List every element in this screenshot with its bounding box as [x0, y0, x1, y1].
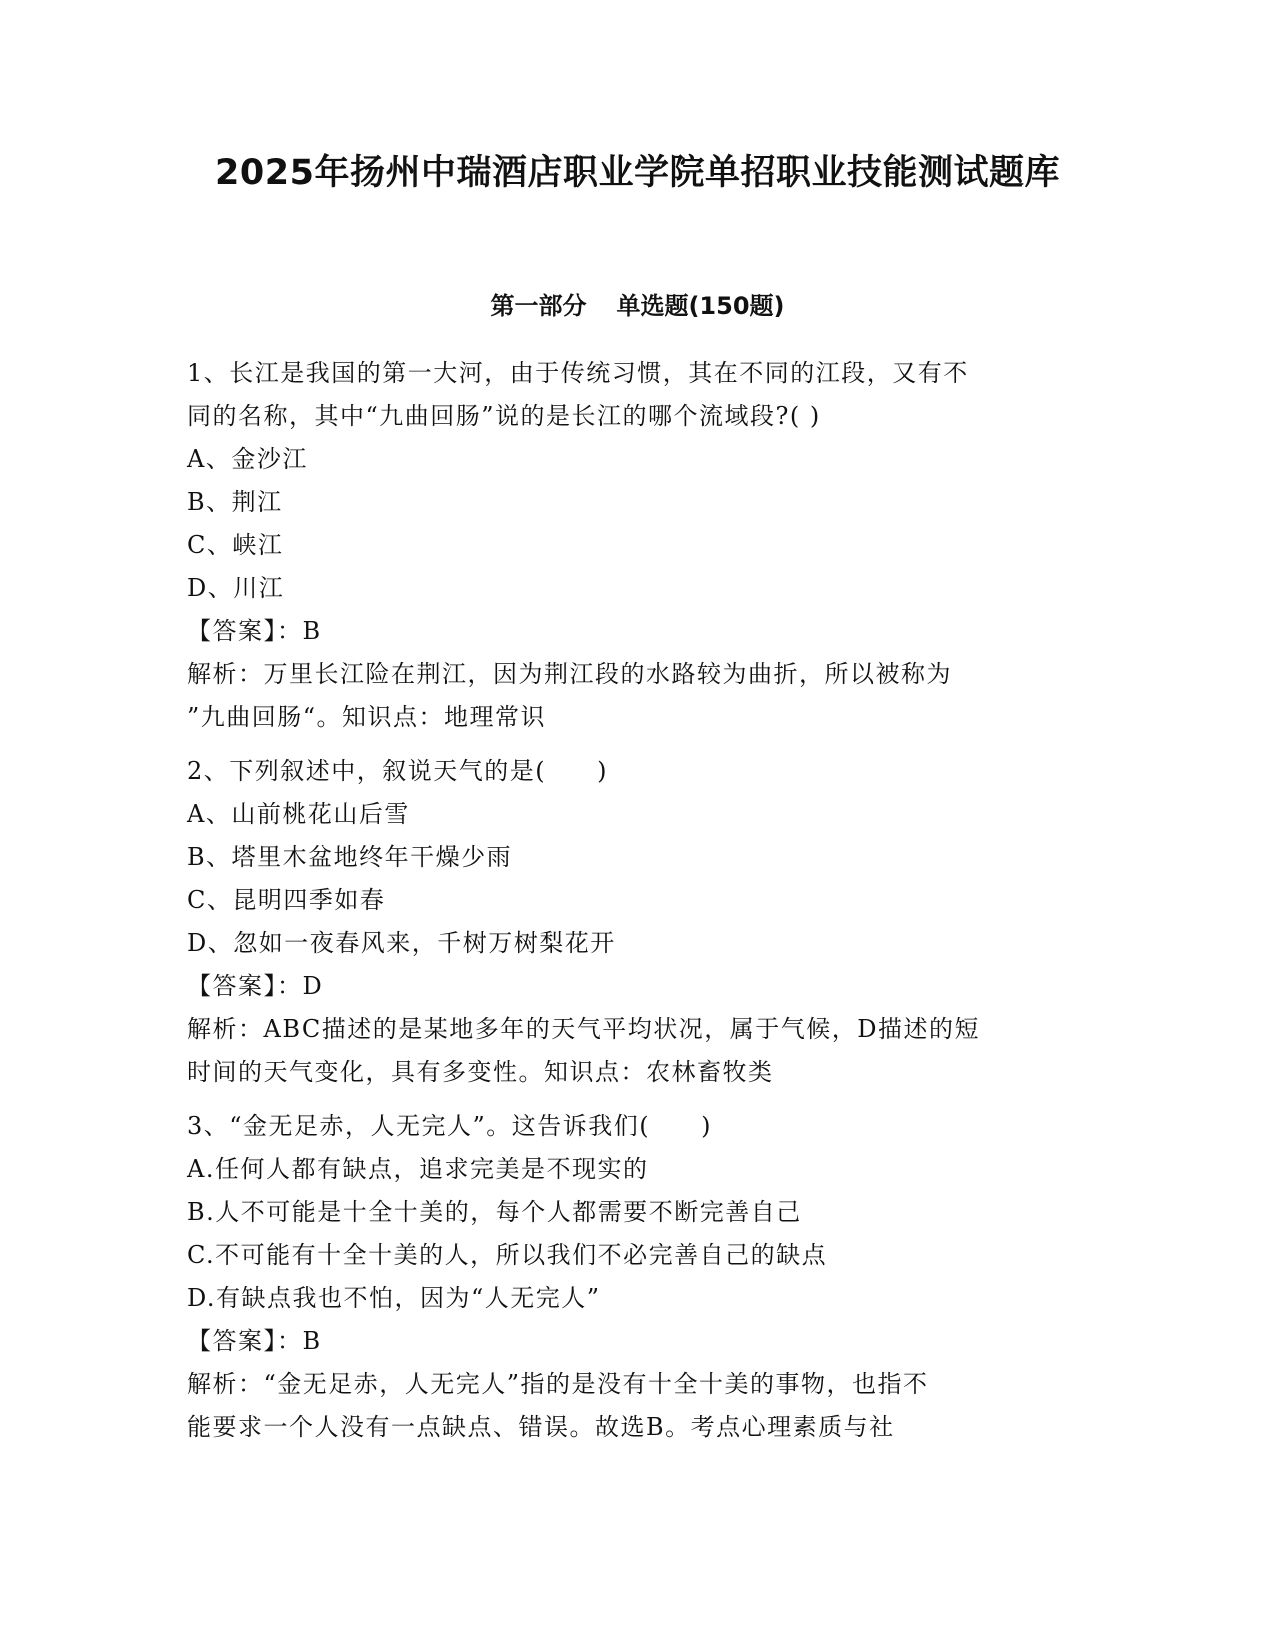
- explanation: 时间的天气变化，具有多变性。知识点：农林畜牧类: [187, 1058, 774, 1086]
- section-heading: [0, 288, 1275, 324]
- answer-option: A、金沙江: [187, 445, 308, 473]
- answer-option: D.有缺点我也不怕，因为“人无完人”: [187, 1284, 601, 1312]
- question-1: [187, 352, 1077, 739]
- answer-option: D、川江: [187, 574, 285, 602]
- explanation: 解析：万里长江险在荆江，因为荆江段的水路较为曲折，所以被称为: [187, 660, 952, 688]
- answer-option: A、山前桃花山后雪: [187, 800, 410, 828]
- question-stem: 3、“金无足赤，人无完人”。这告诉我们( ): [187, 1112, 713, 1140]
- question-list: [187, 352, 1077, 1449]
- section-label: 单选题(150题): [616, 292, 785, 320]
- answer-option: B.人不可能是十全十美的，每个人都需要不断完善自己: [187, 1198, 802, 1226]
- answer-label: 【答案】：B: [187, 617, 322, 645]
- answer-option: C、峡江: [187, 531, 284, 559]
- explanation: 解析：“金无足赤，人无完人”指的是没有十全十美的事物，也指不: [187, 1370, 929, 1398]
- explanation: 能要求一个人没有一点缺点、错误。故选B。考点心理素质与社: [187, 1413, 895, 1441]
- answer-option: A.任何人都有缺点，追求完美是不现实的: [187, 1155, 649, 1183]
- section-part: 第一部分: [490, 292, 587, 320]
- answer-option: B、荆江: [187, 488, 283, 516]
- question-stem: 同的名称，其中“九曲回肠”说的是长江的哪个流域段?( ): [187, 402, 821, 430]
- explanation: 解析：ABC描述的是某地多年的天气平均状况，属于气候，D描述的短: [187, 1015, 981, 1043]
- explanation: ”九曲回肠“。知识点：地理常识: [187, 703, 547, 731]
- answer-option: B、塔里木盆地终年干燥少雨: [187, 843, 513, 871]
- question-stem: 1、长江是我国的第一大河，由于传统习惯，其在不同的江段，又有不: [187, 359, 969, 387]
- answer-option: C、昆明四季如春: [187, 886, 386, 914]
- answer-label: 【答案】：D: [187, 972, 324, 1000]
- document-title: 2025年扬州中瑞酒店职业学院单招职业技能测试题库: [215, 153, 1060, 193]
- answer-label: 【答案】：B: [187, 1327, 322, 1355]
- answer-option: D、忽如一夜春风来，千树万树梨花开: [187, 929, 616, 957]
- question-3: [187, 1105, 1077, 1449]
- question-2: [187, 750, 1077, 1094]
- answer-option: C.不可能有十全十美的人，所以我们不必完善自己的缺点: [187, 1241, 828, 1269]
- question-stem: 2、下列叙述中，叙说天气的是( ): [187, 757, 608, 785]
